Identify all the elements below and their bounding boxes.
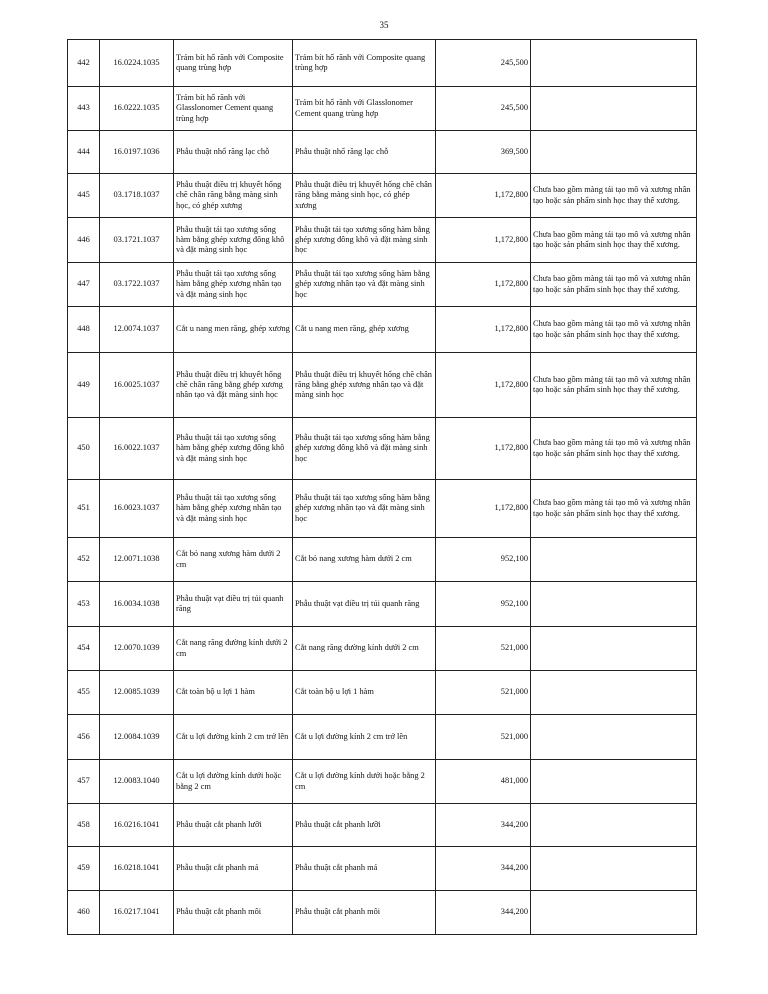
service-name-2: Phẫu thuật tái tạo xương sống hàm bằng ghép xương nhân tạo và đặt màng sinh học [293, 263, 436, 307]
table-row [68, 804, 697, 847]
note-cell [531, 627, 697, 671]
service-name-2: Phẫu thuật điều trị khuyết hổng chẽ chân răng bằng màng sinh học, có ghép xương [293, 174, 436, 218]
service-name-2: Trám bít hố rãnh với Composite quang trùng hợp [293, 40, 436, 87]
price-cell: 369,500 [436, 131, 531, 174]
price-cell: 1,172,800 [436, 263, 531, 307]
service-code: 12.0070.1039 [100, 627, 174, 671]
table-row [68, 353, 697, 418]
note-cell: Chưa bao gồm màng tái tạo mô và xương nhân tạo hoặc sản phẩm sinh học thay thế xương. [531, 218, 697, 263]
table-row [68, 627, 697, 671]
service-name-2: Cắt nang răng đường kính dưới 2 cm [293, 627, 436, 671]
note-cell: Chưa bao gồm màng tái tạo mô và xương nhân tạo hoặc sản phẩm sinh học thay thế xương. [531, 353, 697, 418]
service-name-2: Cắt u lợi đường kính dưới hoặc bằng 2 cm [293, 760, 436, 804]
note-cell [531, 131, 697, 174]
service-code: 12.0071.1038 [100, 538, 174, 582]
note-cell [531, 582, 697, 627]
price-cell: 245,500 [436, 40, 531, 87]
note-cell [531, 760, 697, 804]
row-number: 459 [68, 847, 100, 891]
note-cell [531, 671, 697, 715]
service-name: Phẫu thuật tái tạo xương sống hàm bằng ghép xương nhân tạo và đặt màng sinh học [174, 263, 293, 307]
row-number: 443 [68, 87, 100, 131]
row-number: 458 [68, 804, 100, 847]
table-row [68, 480, 697, 538]
service-name: Cắt toàn bộ u lợi 1 hàm [174, 671, 293, 715]
table-row [68, 174, 697, 218]
service-name: Cắt u lợi đường kính 2 cm trở lên [174, 715, 293, 760]
row-number: 445 [68, 174, 100, 218]
service-name-2: Cắt u lợi đường kính 2 cm trở lên [293, 715, 436, 760]
service-code: 12.0074.1037 [100, 307, 174, 353]
row-number: 444 [68, 131, 100, 174]
price-cell: 521,000 [436, 715, 531, 760]
page-number: 35 [379, 20, 389, 30]
service-name-2: Phẫu thuật tái tạo xương sống hàm bằng ghép xương nhân tạo và đặt màng sinh học [293, 480, 436, 538]
service-code: 16.0023.1037 [100, 480, 174, 538]
note-cell [531, 538, 697, 582]
table-row [68, 671, 697, 715]
service-name-2: Cắt bỏ nang xương hàm dưới 2 cm [293, 538, 436, 582]
service-name: Phẫu thuật tái tạo xương sống hàm bằng ghép xương nhân tạo và đặt màng sinh học [174, 480, 293, 538]
row-number: 457 [68, 760, 100, 804]
price-cell: 1,172,800 [436, 174, 531, 218]
service-name-2: Phẫu thuật điều trị khuyết hổng chẽ chân răng bằng ghép xương nhân tạo và đặt màng sinh học [293, 353, 436, 418]
service-name: Phẫu thuật điều trị khuyết hổng chẽ chân răng bằng màng sinh học, có ghép xương [174, 174, 293, 218]
row-number: 449 [68, 353, 100, 418]
service-name: Cắt u nang men răng, ghép xương [174, 307, 293, 353]
table-row [68, 538, 697, 582]
row-number: 456 [68, 715, 100, 760]
service-name-2: Cắt u nang men răng, ghép xương [293, 307, 436, 353]
service-code: 16.0216.1041 [100, 804, 174, 847]
service-name: Phẫu thuật nhổ răng lạc chỗ [174, 131, 293, 174]
note-cell: Chưa bao gồm màng tái tạo mô và xương nhân tạo hoặc sản phẩm sinh học thay thế xương. [531, 174, 697, 218]
service-code: 16.0217.1041 [100, 891, 174, 935]
service-code: 16.0218.1041 [100, 847, 174, 891]
service-code: 16.0197.1036 [100, 131, 174, 174]
service-name: Cắt bỏ nang xương hàm dưới 2 cm [174, 538, 293, 582]
price-table [67, 39, 697, 935]
note-cell: Chưa bao gồm màng tái tạo mô và xương nhân tạo hoặc sản phẩm sinh học thay thế xương. [531, 307, 697, 353]
service-name-2: Phẫu thuật cắt phanh lưỡi [293, 804, 436, 847]
service-code: 16.0022.1037 [100, 418, 174, 480]
service-code: 03.1722.1037 [100, 263, 174, 307]
service-code: 12.0085.1039 [100, 671, 174, 715]
note-cell [531, 715, 697, 760]
service-name-2: Phẫu thuật tái tạo xương sống hàm bằng ghép xương đông khô và đặt màng sinh học [293, 218, 436, 263]
service-name: Cắt u lợi đường kính dưới hoặc bằng 2 cm [174, 760, 293, 804]
price-cell: 344,200 [436, 804, 531, 847]
service-name: Phẫu thuật cắt phanh má [174, 847, 293, 891]
service-name-2: Phẫu thuật nhổ răng lạc chỗ [293, 131, 436, 174]
price-cell: 1,172,800 [436, 353, 531, 418]
table-row [68, 418, 697, 480]
row-number: 448 [68, 307, 100, 353]
service-code: 16.0025.1037 [100, 353, 174, 418]
service-name: Phẫu thuật tái tạo xương sống hàm bằng ghép xương đông khô và đặt màng sinh học [174, 418, 293, 480]
row-number: 455 [68, 671, 100, 715]
service-name: Phẫu thuật cắt phanh lưỡi [174, 804, 293, 847]
service-name: Phẫu thuật cắt phanh môi [174, 891, 293, 935]
table-row [68, 40, 697, 87]
price-cell: 952,100 [436, 582, 531, 627]
table-row [68, 263, 697, 307]
service-name-2: Phẫu thuật vạt điều trị túi quanh răng [293, 582, 436, 627]
service-name-2: Phẫu thuật tái tạo xương sống hàm bằng ghép xương đông khô và đặt màng sinh học [293, 418, 436, 480]
row-number: 453 [68, 582, 100, 627]
note-cell: Chưa bao gồm màng tái tạo mô và xương nhân tạo hoặc sản phẩm sinh học thay thế xương. [531, 263, 697, 307]
note-cell [531, 891, 697, 935]
price-cell: 952,100 [436, 538, 531, 582]
price-cell: 521,000 [436, 627, 531, 671]
service-code: 16.0034.1038 [100, 582, 174, 627]
row-number: 446 [68, 218, 100, 263]
service-code: 12.0083.1040 [100, 760, 174, 804]
service-code: 16.0222.1035 [100, 87, 174, 131]
note-cell: Chưa bao gồm màng tái tạo mô và xương nhân tạo hoặc sản phẩm sinh học thay thế xương. [531, 480, 697, 538]
service-name: Phẫu thuật điều trị khuyết hổng chẽ chân răng bằng ghép xương nhân tạo và đặt màng sinh học [174, 353, 293, 418]
price-cell: 1,172,800 [436, 218, 531, 263]
service-name: Cắt nang răng đường kính dưới 2 cm [174, 627, 293, 671]
row-number: 451 [68, 480, 100, 538]
service-code: 03.1721.1037 [100, 218, 174, 263]
note-cell: Chưa bao gồm màng tái tạo mô và xương nhân tạo hoặc sản phẩm sinh học thay thế xương. [531, 418, 697, 480]
table-row [68, 760, 697, 804]
table-row [68, 218, 697, 263]
note-cell [531, 40, 697, 87]
row-number: 442 [68, 40, 100, 87]
price-cell: 245,500 [436, 87, 531, 131]
price-cell: 1,172,800 [436, 307, 531, 353]
price-cell: 481,000 [436, 760, 531, 804]
price-cell: 521,000 [436, 671, 531, 715]
row-number: 450 [68, 418, 100, 480]
service-name: Trám bít hố rãnh với Composite quang trùng hợp [174, 40, 293, 87]
service-code: 16.0224.1035 [100, 40, 174, 87]
note-cell [531, 847, 697, 891]
note-cell [531, 87, 697, 131]
service-name: Trám bít hố rãnh với Glasslonomer Cement quang trùng hợp [174, 87, 293, 131]
price-cell: 1,172,800 [436, 418, 531, 480]
table-row [68, 715, 697, 760]
service-name-2: Trám bít hố rãnh với Glasslonomer Cement quang trùng hợp [293, 87, 436, 131]
table-row [68, 131, 697, 174]
service-name-2: Phẫu thuật cắt phanh má [293, 847, 436, 891]
table-row [68, 582, 697, 627]
service-name: Phẫu thuật vạt điều trị túi quanh răng [174, 582, 293, 627]
price-cell: 344,200 [436, 891, 531, 935]
table-row [68, 847, 697, 891]
price-cell: 1,172,800 [436, 480, 531, 538]
row-number: 460 [68, 891, 100, 935]
service-code: 12.0084.1039 [100, 715, 174, 760]
table-row [68, 891, 697, 935]
row-number: 447 [68, 263, 100, 307]
service-name: Phẫu thuật tái tạo xương sống hàm bằng ghép xương đông khô và đặt màng sinh học [174, 218, 293, 263]
price-cell: 344,200 [436, 847, 531, 891]
service-name-2: Cắt toàn bộ u lợi 1 hàm [293, 671, 436, 715]
row-number: 452 [68, 538, 100, 582]
service-name-2: Phẫu thuật cắt phanh môi [293, 891, 436, 935]
table-row [68, 87, 697, 131]
service-code: 03.1718.1037 [100, 174, 174, 218]
row-number: 454 [68, 627, 100, 671]
table-row [68, 307, 697, 353]
note-cell [531, 804, 697, 847]
